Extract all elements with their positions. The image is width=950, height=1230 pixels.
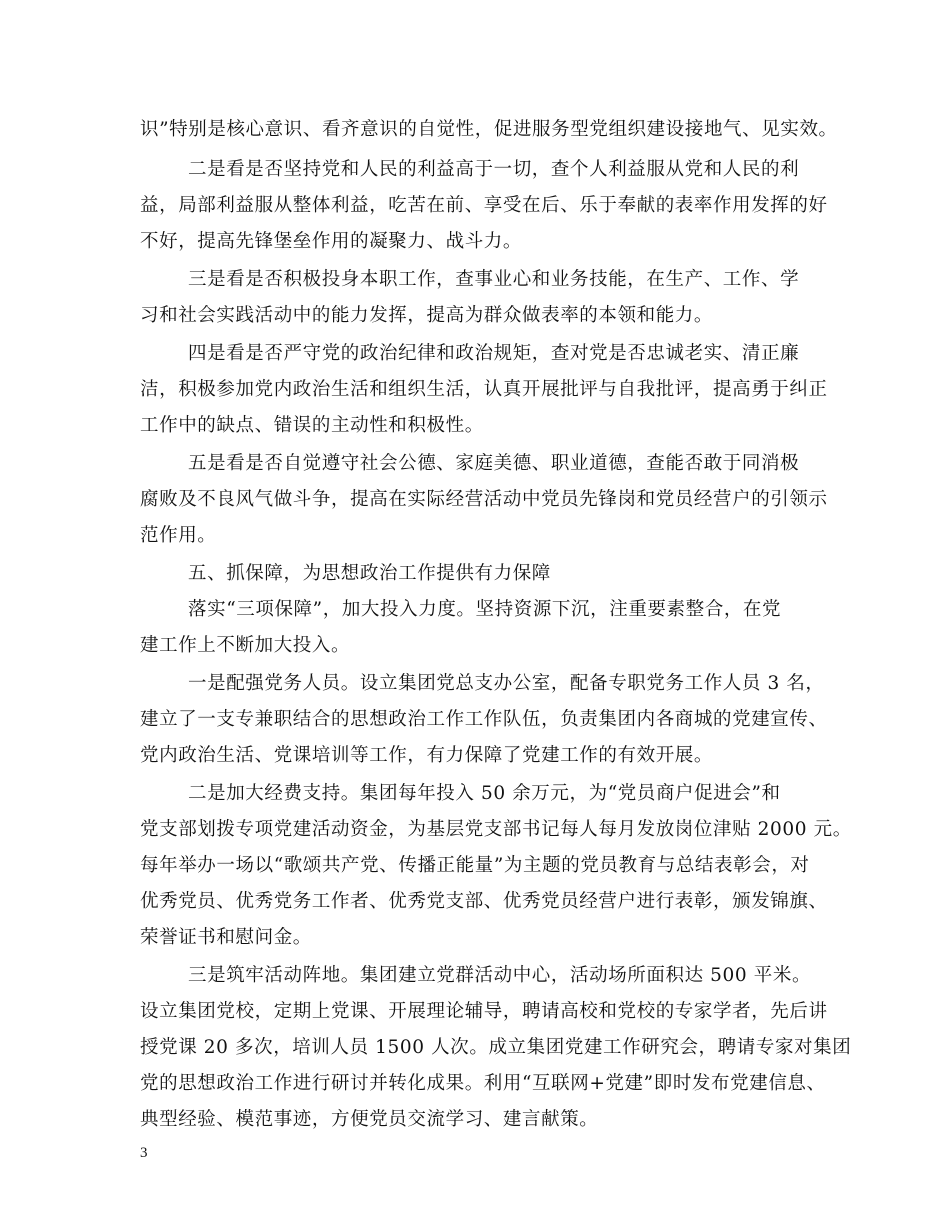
text-line: 洁，积极参加党内政治生活和组织生活，认真开展批评与自我批评，提高勇于纠正: [140, 379, 828, 400]
text-line: 党内政治生活、党课培训等工作，有力保障了党建工作的有效开展。: [140, 745, 714, 766]
page-number: 3: [140, 1145, 148, 1161]
text-line: 习和社会实践活动中的能力发挥，提高为群众做表率的本领和能力。: [140, 305, 714, 326]
text-line: 四是看是否严守党的政治纪律和政治规矩，查对党是否忠诚老实、清正廉: [188, 343, 800, 364]
text-line: 工作中的缺点、错误的主动性和积极性。: [140, 415, 484, 436]
section-heading: 五、抓保障，为思想政治工作提供有力保障: [188, 563, 551, 584]
text-line: 二是加大经费支持。集团每年投入 50 余万元，为“党员商户促进会”和: [188, 783, 781, 804]
text-line: 腐败及不良风气做斗争，提高在实际经营活动中党员先锋岗和党员经营户的引领示: [140, 489, 828, 510]
text-line: 益，局部利益服从整体利益，吃苦在前、享受在后、乐于奉献的表率作用发挥的好: [140, 195, 828, 216]
text-line: 识”特别是核心意识、看齐意识的自觉性，促进服务型党组织建设接地气、见实效。: [140, 119, 838, 140]
text-line: 建工作上不断加大投入。: [140, 635, 351, 656]
text-line: 不好，提高先锋堡垒作用的凝聚力、战斗力。: [140, 231, 523, 252]
text-line: 建立了一支专兼职结合的思想政治工作工作队伍，负责集团内各商城的党建宣传、: [140, 709, 828, 730]
text-line: 二是看是否坚持党和人民的利益高于一切，查个人利益服从党和人民的利: [188, 159, 800, 180]
text-line: 范作用。: [140, 525, 217, 546]
text-line: 典型经验、模范事迹，方便党员交流学习、建言献策。: [140, 1109, 599, 1130]
text-line: 荣誉证书和慰问金。: [140, 927, 312, 948]
text-line: 党的思想政治工作进行研讨并转化成果。利用“互联网+党建”即时发布党建信息、: [140, 1073, 826, 1094]
text-line: 三是看是否积极投身本职工作，查事业心和业务技能，在生产、工作、学: [188, 269, 800, 290]
text-line: 设立集团党校，定期上党课、开展理论辅导，聘请高校和党校的专家学者，先后讲: [140, 1001, 828, 1022]
text-line: 一是配强党务人员。设立集团党总支办公室，配备专职党务工作人员 3 名，: [188, 673, 825, 694]
text-line: 五是看是否自觉遵守社会公德、家庭美德、职业道德，查能否敢于同消极: [188, 453, 800, 474]
text-line: 优秀党员、优秀党务工作者、优秀党支部、优秀党员经营户进行表彰，颁发锦旗、: [140, 891, 828, 912]
text-line: 授党课 20 多次，培训人员 1500 人次。成立集团党建工作研究会，聘请专家对集团: [140, 1037, 852, 1058]
text-line: 党支部划拨专项党建活动资金，为基层党支部书记每人每月发放岗位津贴 2000 元。: [140, 819, 852, 840]
text-line: 每年举办一场以“歌颂共产党、传播正能量”为主题的党员教育与总结表彰会，对: [140, 855, 810, 876]
text-line: 落实“三项保障”，加大投入力度。坚持资源下沉，注重要素整合，在党: [188, 599, 782, 620]
text-line: 三是筑牢活动阵地。集团建立党群活动中心，活动场所面积达 500 平米。: [188, 965, 812, 986]
